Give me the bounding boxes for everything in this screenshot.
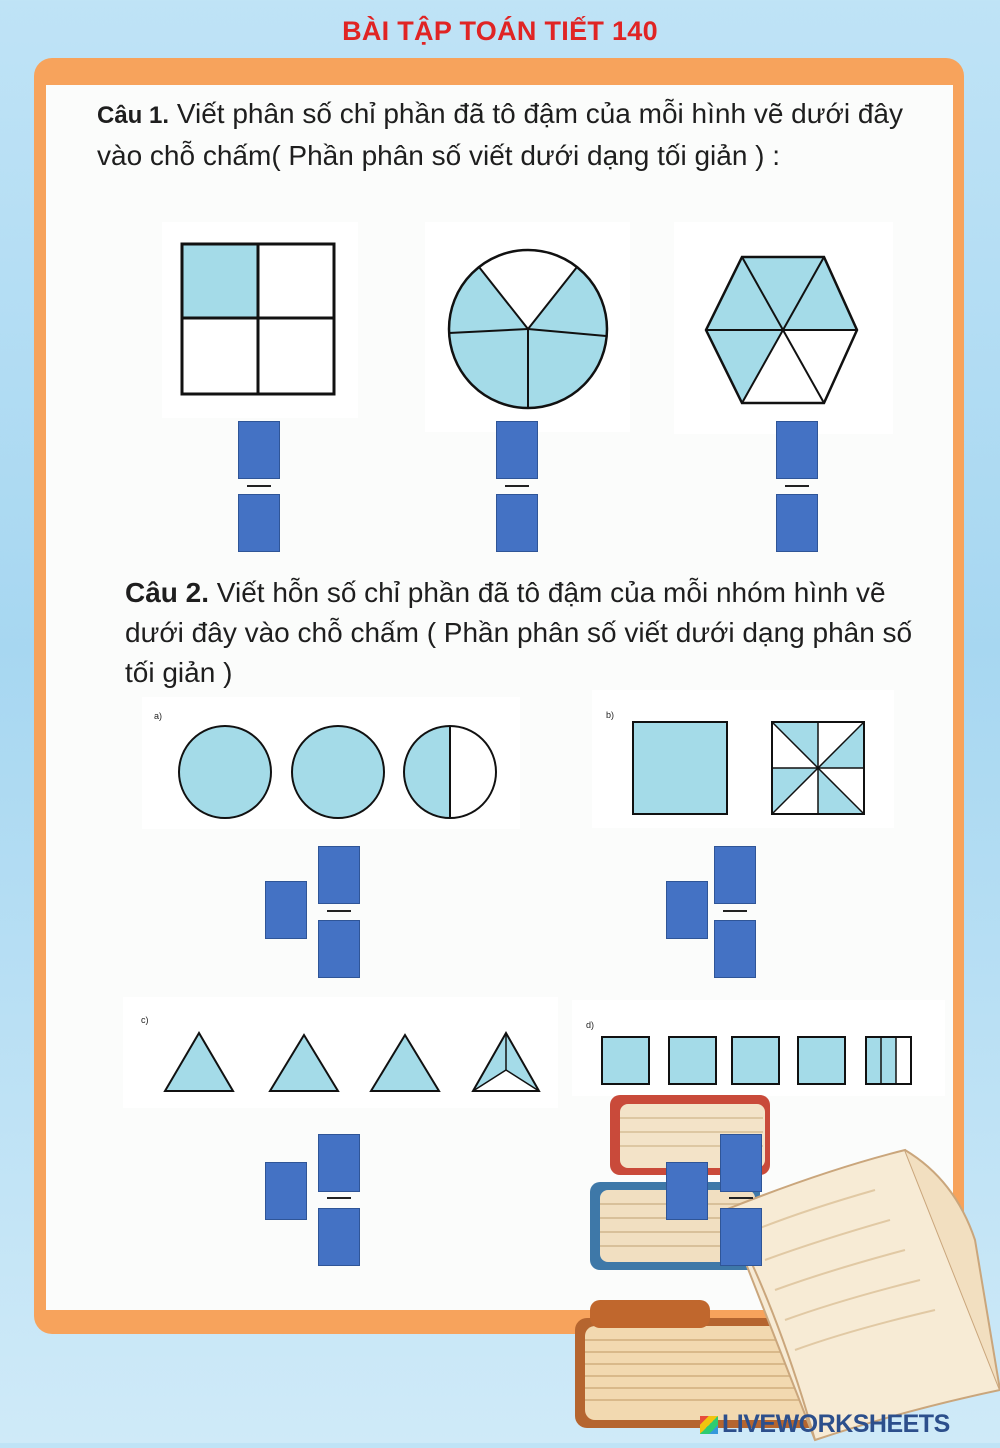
answer-denominator-hexagon[interactable]	[776, 494, 818, 552]
answer-numerator-d[interactable]	[720, 1134, 762, 1192]
logo-text: LIVEWORKSHEETS	[722, 1410, 950, 1438]
question-2	[125, 573, 925, 693]
fraction-bar	[729, 1197, 753, 1199]
answer-numerator-hexagon[interactable]	[776, 421, 818, 479]
books-illustration	[575, 1090, 1000, 1448]
logo-icon	[700, 1416, 718, 1434]
circle-figure	[425, 222, 630, 432]
square-figure	[162, 222, 358, 418]
answer-denominator-a[interactable]	[318, 920, 360, 978]
group-a-label: a)	[154, 711, 163, 721]
fraction-bar	[247, 485, 271, 487]
fraction-bar	[505, 485, 529, 487]
group-d-label: d)	[586, 1020, 595, 1030]
question-1-label: Câu 1.	[97, 102, 170, 129]
question-2-label: Câu 2.	[125, 577, 210, 608]
group-c-label: c)	[141, 1015, 149, 1025]
answer-numerator-c[interactable]	[318, 1134, 360, 1192]
answer-denominator-circle[interactable]	[496, 494, 538, 552]
answer-numerator-b[interactable]	[714, 846, 756, 904]
answer-whole-d[interactable]	[666, 1162, 708, 1220]
hexagon-figure	[674, 222, 893, 434]
answer-whole-c[interactable]	[265, 1162, 307, 1220]
group-a-figure	[142, 697, 520, 829]
answer-whole-b[interactable]	[666, 881, 708, 939]
fraction-bar	[327, 910, 351, 912]
group-b-figure	[592, 690, 894, 828]
worksheet-title: BÀI TẬP TOÁN TIẾT 140	[342, 16, 658, 46]
liveworksheets-logo	[700, 1410, 950, 1439]
answer-denominator-d[interactable]	[720, 1208, 762, 1266]
question-1-text: Viết phân số chỉ phần đã tô đậm của mỗi hình vẽ dưới đây vào chỗ chấm( Phần phân số viết dưới dạng tối giản ) :	[97, 98, 903, 171]
group-c-figure	[123, 997, 558, 1108]
fraction-bar	[785, 485, 809, 487]
answer-whole-a[interactable]	[265, 881, 307, 939]
answer-denominator-square[interactable]	[238, 494, 280, 552]
question-1	[97, 94, 903, 176]
group-d-figure	[572, 1000, 945, 1096]
fraction-bar	[723, 910, 747, 912]
fraction-bar	[327, 1197, 351, 1199]
question-2-text: Viết hỗn số chỉ phần đã tô đậm của mỗi nhóm hình vẽ dưới đây vào chỗ chấm ( Phần phân số viết dưới dạng phân số tối giản )	[125, 577, 913, 688]
answer-numerator-square[interactable]	[238, 421, 280, 479]
answer-denominator-c[interactable]	[318, 1208, 360, 1266]
answer-denominator-b[interactable]	[714, 920, 756, 978]
answer-numerator-a[interactable]	[318, 846, 360, 904]
group-b-label: b)	[606, 710, 615, 720]
answer-numerator-circle[interactable]	[496, 421, 538, 479]
